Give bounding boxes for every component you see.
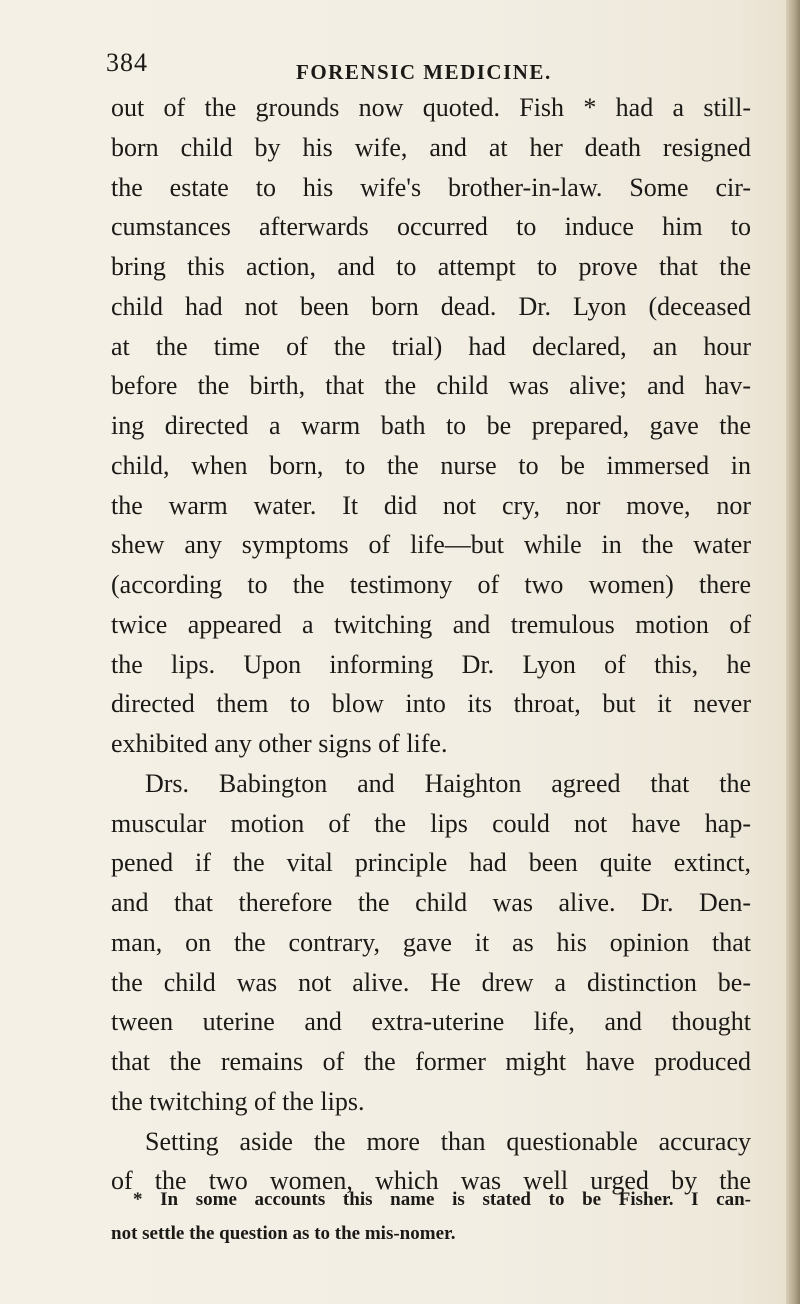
text-line: and that therefore the child was alive. Dr. Den-: [111, 888, 751, 917]
paragraph-start-line: Drs. Babington and Haighton agreed that the: [145, 768, 751, 798]
text-line: cumstances afterwards occurred to induce him to: [111, 212, 751, 242]
text-line: shew any symptoms of life—but while in the water: [111, 530, 751, 560]
text-line: at the time of the trial) had declared, an hour: [111, 331, 751, 361]
footnote-line: not settle the question as to the mis-nomer.: [111, 1223, 456, 1244]
running-head: [106, 48, 706, 88]
running-title: FORENSIC MEDICINE.: [296, 60, 552, 84]
text-line: child, when born, to the nurse to be immersed in: [111, 450, 751, 480]
text-line: bring this action, and to attempt to prove that the: [111, 252, 751, 281]
text-line: muscular motion of the lips could not have hap-: [111, 808, 751, 838]
page-number: 384: [106, 48, 148, 77]
text-line: the warm water. It did not cry, nor move, nor: [111, 490, 751, 520]
text-line: the child was not alive. He drew a distinction be-: [111, 967, 751, 997]
text-line: the lips. Upon informing Dr. Lyon of this, he: [111, 649, 751, 679]
text-line: the estate to his wife's brother-in-law. Some cir-: [111, 172, 751, 202]
text-line: child had not been born dead. Dr. Lyon (deceased: [111, 291, 751, 321]
paragraph-start-line: Setting aside the more than questionable accuracy: [145, 1126, 751, 1156]
text-line: out of the grounds now quoted. Fish * had a still-: [111, 93, 751, 122]
text-line: pened if the vital principle had been quite extinct,: [111, 848, 751, 878]
text-line: born child by his wife, and at her death resigned: [111, 132, 751, 162]
text-line: directed them to blow into its throat, but it never: [111, 689, 751, 719]
footnote-line: * In some accounts this name is stated to be Fisher. I can-: [133, 1189, 751, 1210]
body-text: [111, 88, 751, 1201]
text-line: twice appeared a twitching and tremulous motion of: [111, 609, 751, 639]
paragraph-end-line: exhibited any other signs of life.: [111, 729, 448, 758]
text-line: (according to the testimony of two women) there: [111, 570, 751, 599]
text-line: ing directed a warm bath to be prepared, gave the: [111, 411, 751, 440]
page-binding-edge: [786, 0, 800, 1304]
paragraph-end-line: the twitching of the lips.: [111, 1086, 365, 1116]
text-line: tween uterine and extra-uterine life, and thought: [111, 1007, 751, 1037]
text-line: that the remains of the former might have produced: [111, 1047, 751, 1076]
text-line: of the two women, which was well urged by the: [111, 1166, 751, 1196]
text-line: before the birth, that the child was alive; and hav-: [111, 371, 751, 401]
footnote: [111, 1183, 751, 1251]
text-line: man, on the contrary, gave it as his opinion that: [111, 927, 751, 957]
